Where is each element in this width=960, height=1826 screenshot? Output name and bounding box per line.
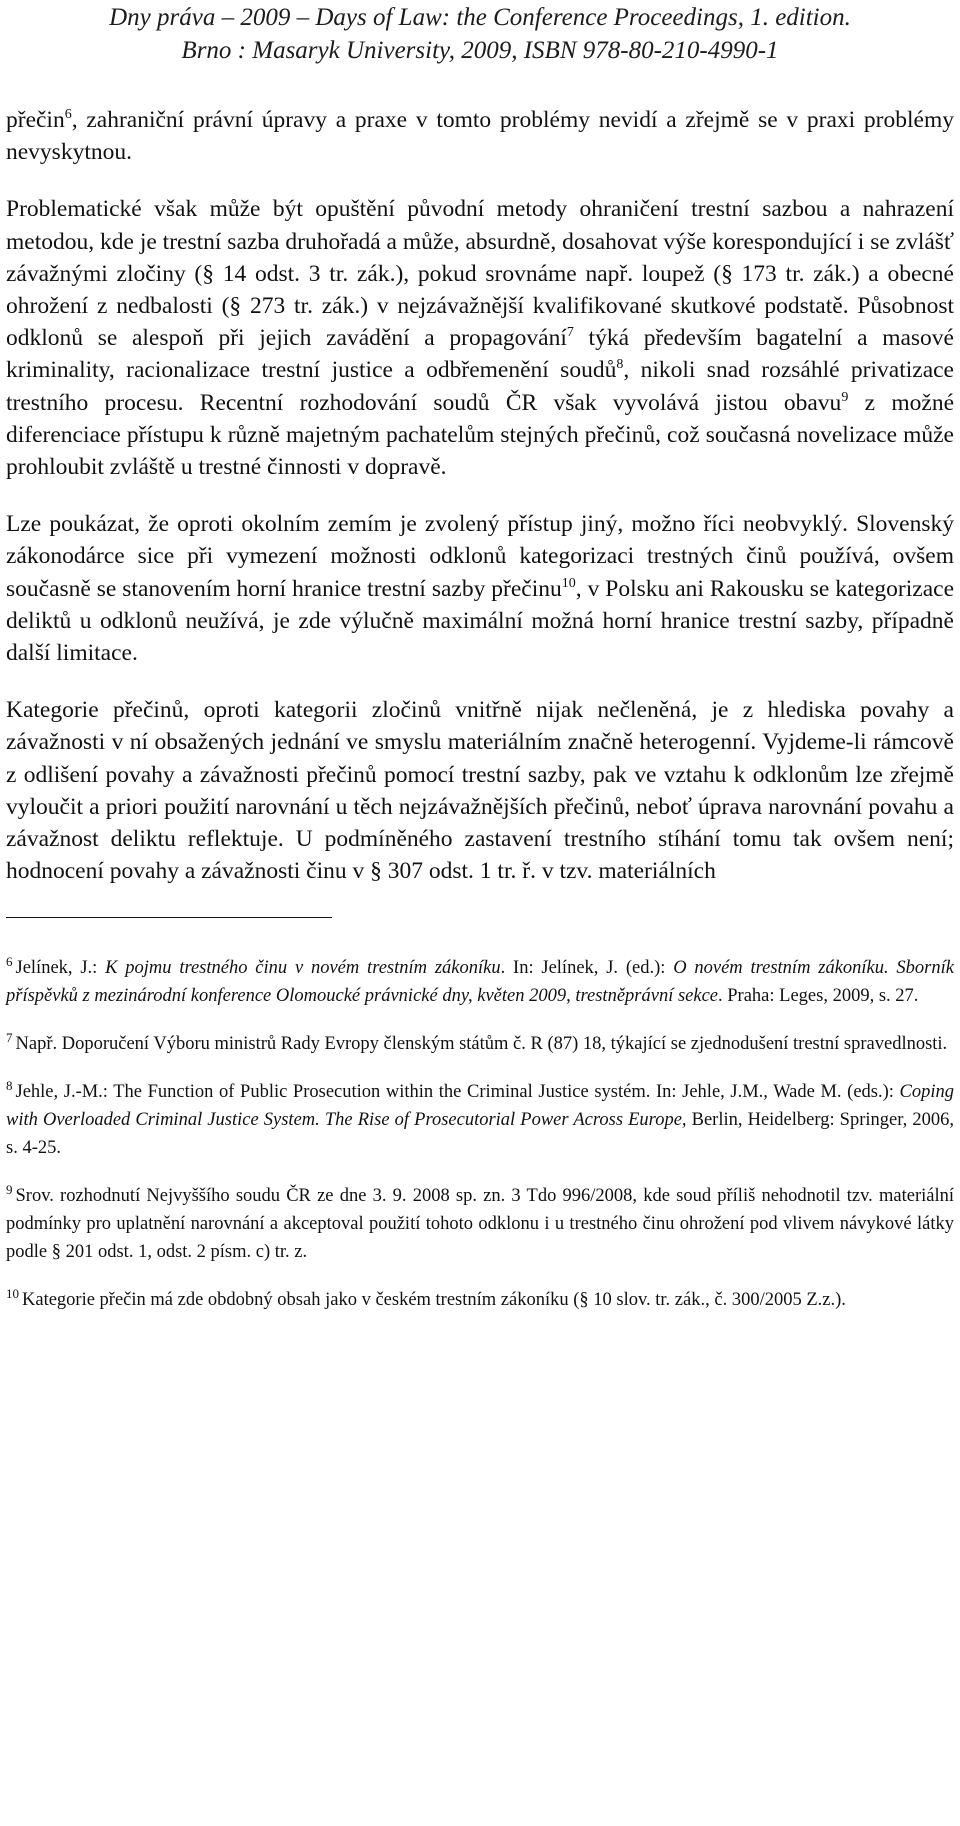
footnote-9	[6, 1182, 954, 1266]
paragraph-text: Lze poukázat, že oproti okolním zemím je zvolený přístup jiný, možno říci neobvyklý. Slovenský zákonodárce sice při vymezení možnosti odklonů kategorizaci trestných činů používá, ovšem současně se stanovením horní hranice trestní sazby přečinu	[6, 511, 954, 602]
header-line-2: Brno : Masaryk University, 2009, ISBN 978-80-210-4990-1	[181, 37, 779, 64]
footnote-ref-8: 8	[616, 357, 624, 373]
paragraph-text: z možné diferenciace přístupu k různě majetným pachatelům stejných přečinů, což současná novelizace může prohloubit zvláště u trestné činnosti v dopravě.	[6, 389, 954, 481]
footnote-text: Jelínek, J.:	[15, 958, 106, 979]
footnote-8	[6, 1078, 954, 1162]
footnote-number: 9	[6, 1182, 13, 1198]
footnote-ref-9: 9	[841, 389, 849, 405]
running-header	[0, 0, 960, 67]
footnote-title: Coping with Overloaded Criminal Justice System. The Rise of Prosecutorial Power Across Europe,	[6, 1082, 954, 1131]
footnote-10	[6, 1286, 954, 1314]
footnote-text: Srov. rozhodnutí Nejvyššího soudu ČR ze dne 3. 9. 2008 sp. zn. 3 Tdo 996/2008, kde soud příliš nehodnotil tzv. materiální podmínky pro uplatnění narovnání a akceptoval použití tohoto odklonu i u trestného činu ohrožení pod vlivem návykové látky podle § 201 odst. 1, odst. 2 písm. c) tr. z.	[6, 1186, 954, 1263]
paragraph-1	[6, 104, 954, 168]
paragraph-text: , nikoli snad rozsáhlé privatizace trestního procesu. Recentní rozhodování soudů ČR však vyvolává jistou obavu	[6, 357, 954, 416]
footnote-ref-10: 10	[561, 575, 576, 591]
footnote-separator	[6, 917, 332, 918]
footnote-text: . Praha: Leges, 2009, s. 27.	[718, 986, 919, 1007]
paragraph-text: Problematické však může být opuštění původní metody ohraničení trestní sazbou a nahrazení metodou, kde je trestní sazba druhořadá a může, absurdně, dosahovat výše korespondující i se zvlášť závažnými zločiny (§ 14 odst. 3 tr. zák.), pokud srovnáme např. loupež (§ 173 tr. zák.) a obecné ohrožení z nedbalosti (§ 273 tr. zák.) v nejzávažnější kvalifikované skutkové podstatě. Působnost odklonů se alespoň při jejich zavádění a propagování	[6, 196, 954, 352]
footnote-ref-7: 7	[566, 325, 574, 341]
footnote-ref-6: 6	[64, 107, 72, 123]
paragraph-text: týká především bagatelní a masové kriminality, racionalizace trestní justice a odbřemenění soudů	[6, 325, 954, 384]
footnote-title: O novém trestním zákoníku. Sborník příspěvků z mezinárodní konference Olomoucké právnické dny, květen 2009, trestněprávní sekce	[6, 958, 954, 1007]
footnote-number: 7	[6, 1030, 13, 1046]
footnote-number: 8	[6, 1078, 13, 1094]
footnote-text: Např. Doporučení Výboru ministrů Rady Evropy členským státům č. R (87) 18, týkající se zjednodušení trestní spravedlnosti.	[15, 1034, 948, 1055]
paragraph-text: , v Polsku ani Rakousku se kategorizace deliktů u odklonů neužívá, je zde výlučně maximální možná horní hranice trestní sazby, případně další limitace.	[6, 575, 954, 667]
paragraph-3	[6, 508, 954, 669]
footnote-text: . In: Jelínek, J. (ed.):	[500, 958, 674, 979]
footnote-6	[6, 954, 954, 1010]
footnote-text: Berlin, Heidelberg: Springer, 2006, s. 4-25.	[6, 1110, 954, 1159]
footnote-text: Jehle, J.-M.: The Function of Public Prosecution within the Criminal Justice systém. In: Jehle, J.M., Wade M. (eds.):	[15, 1082, 900, 1103]
header-line-1: Dny práva – 2009 – Days of Law: the Conference Proceedings, 1. edition.	[109, 4, 851, 31]
paragraph-2	[6, 193, 954, 483]
footnote-number: 10	[6, 1286, 19, 1302]
page-body	[6, 104, 954, 1334]
paragraph-text: , zahraniční právní úpravy a praxe v tomto problémy nevidí a zřejmě se v praxi problémy nevyskytnou.	[6, 107, 954, 166]
footnote-number: 6	[6, 954, 13, 970]
footnote-7	[6, 1030, 954, 1058]
footnote-title: K pojmu trestného činu v novém trestním zákoníku	[105, 958, 501, 979]
paragraph-text: přečin	[6, 107, 65, 133]
footnote-text: Kategorie přečin má zde obdobný obsah jako v českém trestním zákoníku (§ 10 slov. tr. zák., č. 300/2005 Z.z.).	[22, 1290, 846, 1311]
paragraph-4: Kategorie přečinů, oproti kategorii zločinů vnitřně nijak nečleněná, je z hlediska povahy a závažnosti v ní obsažených jednání ve smyslu materiálním značně heterogenní. Vyjdeme-li rámcově z odlišení povahy a závažnosti přečinů pomocí trestní sazby, pak ve vztahu k odklonům lze zřejmě vyloučit a priori použití narovnání u těch nejzávažnějších přečinů, neboť úprava narovnání povahu a závažnost deliktu reflektuje. U podmíněného zastavení trestního stíhání tomu tak ovšem není; hodnocení povahy a závažnosti činu v § 307 odst. 1 tr. ř. v tzv. materiálních	[6, 697, 954, 885]
